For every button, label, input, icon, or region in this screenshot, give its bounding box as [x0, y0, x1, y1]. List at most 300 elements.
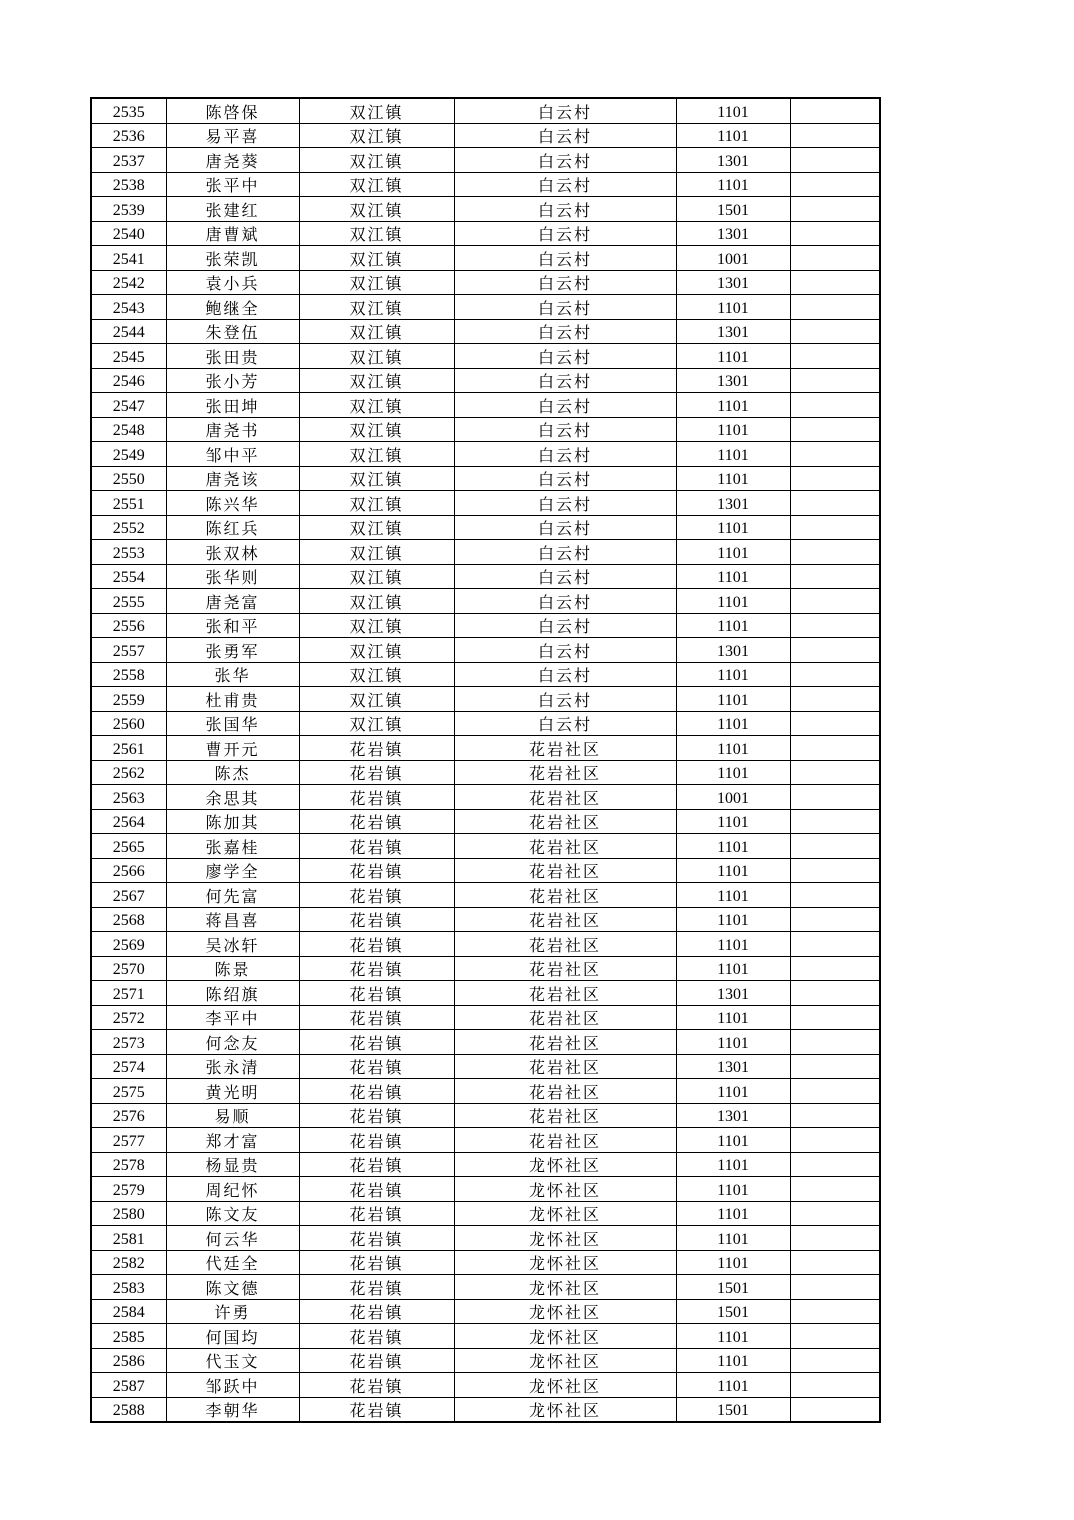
village-cell: 花岩社区	[454, 760, 676, 785]
name-cell: 陈景	[166, 956, 299, 981]
code-cell: 1301	[676, 319, 790, 344]
remark-cell	[790, 809, 880, 834]
table-row	[91, 221, 880, 246]
table-row	[91, 956, 880, 981]
code-cell: 1301	[676, 1103, 790, 1128]
village-cell: 白云村	[454, 172, 676, 197]
village-cell: 花岩社区	[454, 956, 676, 981]
row-number-cell: 2572	[91, 1005, 166, 1030]
table-row	[91, 172, 880, 197]
row-number-cell: 2554	[91, 564, 166, 589]
town-cell: 花岩镇	[299, 785, 454, 810]
village-cell: 白云村	[454, 319, 676, 344]
town-cell: 花岩镇	[299, 1226, 454, 1251]
town-cell: 双江镇	[299, 344, 454, 369]
town-cell: 花岩镇	[299, 1397, 454, 1422]
town-cell: 双江镇	[299, 687, 454, 712]
remark-cell	[790, 1299, 880, 1324]
town-cell: 双江镇	[299, 564, 454, 589]
village-cell: 白云村	[454, 270, 676, 295]
town-cell: 双江镇	[299, 123, 454, 148]
table-row	[91, 1030, 880, 1055]
town-cell: 花岩镇	[299, 1250, 454, 1275]
village-cell: 白云村	[454, 442, 676, 467]
row-number-cell: 2577	[91, 1128, 166, 1153]
code-cell: 1301	[676, 148, 790, 173]
row-number-cell: 2579	[91, 1177, 166, 1202]
town-cell: 双江镇	[299, 491, 454, 516]
table-row	[91, 1373, 880, 1398]
code-cell: 1101	[676, 1152, 790, 1177]
name-cell: 易顺	[166, 1103, 299, 1128]
village-cell: 白云村	[454, 295, 676, 320]
town-cell: 双江镇	[299, 270, 454, 295]
table-row	[91, 662, 880, 687]
code-cell: 1101	[676, 540, 790, 565]
row-number-cell: 2585	[91, 1324, 166, 1349]
row-number-cell: 2580	[91, 1201, 166, 1226]
row-number-cell: 2578	[91, 1152, 166, 1177]
table-row	[91, 809, 880, 834]
name-cell: 何国均	[166, 1324, 299, 1349]
remark-cell	[790, 246, 880, 271]
table-row	[91, 1201, 880, 1226]
code-cell: 1101	[676, 1373, 790, 1398]
remark-cell	[790, 1226, 880, 1251]
name-cell: 何先富	[166, 883, 299, 908]
town-cell: 花岩镇	[299, 1152, 454, 1177]
village-cell: 白云村	[454, 368, 676, 393]
remark-cell	[790, 883, 880, 908]
name-cell: 何云华	[166, 1226, 299, 1251]
table-row	[91, 270, 880, 295]
code-cell: 1101	[676, 98, 790, 123]
code-cell: 1101	[676, 172, 790, 197]
table-row	[91, 1397, 880, 1422]
remark-cell	[790, 1103, 880, 1128]
name-cell: 陈啓保	[166, 98, 299, 123]
town-cell: 花岩镇	[299, 1054, 454, 1079]
table-row	[91, 1250, 880, 1275]
table-row	[91, 295, 880, 320]
table-row	[91, 344, 880, 369]
remark-cell	[790, 1005, 880, 1030]
code-cell: 1301	[676, 221, 790, 246]
town-cell: 花岩镇	[299, 834, 454, 859]
village-cell: 龙怀社区	[454, 1373, 676, 1398]
remark-cell	[790, 148, 880, 173]
row-number-cell: 2586	[91, 1348, 166, 1373]
name-cell: 张嘉桂	[166, 834, 299, 859]
row-number-cell: 2562	[91, 760, 166, 785]
village-cell: 白云村	[454, 515, 676, 540]
code-cell: 1101	[676, 711, 790, 736]
row-number-cell: 2547	[91, 393, 166, 418]
row-number-cell: 2563	[91, 785, 166, 810]
table-row	[91, 123, 880, 148]
code-cell: 1101	[676, 1005, 790, 1030]
code-cell: 1101	[676, 809, 790, 834]
village-cell: 花岩社区	[454, 981, 676, 1006]
table-row	[91, 907, 880, 932]
remark-cell	[790, 662, 880, 687]
village-cell: 白云村	[454, 491, 676, 516]
code-cell: 1101	[676, 736, 790, 761]
name-cell: 陈兴华	[166, 491, 299, 516]
name-cell: 陈文友	[166, 1201, 299, 1226]
name-cell: 许勇	[166, 1299, 299, 1324]
code-cell: 1101	[676, 564, 790, 589]
name-cell: 代玉文	[166, 1348, 299, 1373]
row-number-cell: 2574	[91, 1054, 166, 1079]
town-cell: 花岩镇	[299, 1079, 454, 1104]
remark-cell	[790, 834, 880, 859]
name-cell: 唐尧书	[166, 417, 299, 442]
name-cell: 黄光明	[166, 1079, 299, 1104]
name-cell: 余思其	[166, 785, 299, 810]
row-number-cell: 2551	[91, 491, 166, 516]
town-cell: 花岩镇	[299, 907, 454, 932]
remark-cell	[790, 613, 880, 638]
village-cell: 白云村	[454, 687, 676, 712]
name-cell: 张荣凯	[166, 246, 299, 271]
table-row	[91, 1177, 880, 1202]
remark-cell	[790, 1348, 880, 1373]
row-number-cell: 2537	[91, 148, 166, 173]
row-number-cell: 2573	[91, 1030, 166, 1055]
name-cell: 张平中	[166, 172, 299, 197]
remark-cell	[790, 270, 880, 295]
table-row	[91, 1324, 880, 1349]
town-cell: 双江镇	[299, 246, 454, 271]
name-cell: 邹中平	[166, 442, 299, 467]
remark-cell	[790, 1177, 880, 1202]
town-cell: 双江镇	[299, 148, 454, 173]
village-cell: 龙怀社区	[454, 1177, 676, 1202]
table-row	[91, 368, 880, 393]
remark-cell	[790, 981, 880, 1006]
remark-cell	[790, 1324, 880, 1349]
village-cell: 花岩社区	[454, 1128, 676, 1153]
table-row	[91, 1226, 880, 1251]
code-cell: 1101	[676, 662, 790, 687]
code-cell: 1101	[676, 956, 790, 981]
roster-table	[90, 97, 881, 1423]
village-cell: 白云村	[454, 221, 676, 246]
remark-cell	[790, 344, 880, 369]
town-cell: 双江镇	[299, 613, 454, 638]
remark-cell	[790, 98, 880, 123]
town-cell: 双江镇	[299, 368, 454, 393]
code-cell: 1101	[676, 858, 790, 883]
name-cell: 陈绍旗	[166, 981, 299, 1006]
row-number-cell: 2538	[91, 172, 166, 197]
town-cell: 双江镇	[299, 417, 454, 442]
row-number-cell: 2549	[91, 442, 166, 467]
town-cell: 双江镇	[299, 638, 454, 663]
code-cell: 1301	[676, 491, 790, 516]
town-cell: 花岩镇	[299, 858, 454, 883]
town-cell: 花岩镇	[299, 956, 454, 981]
town-cell: 双江镇	[299, 442, 454, 467]
name-cell: 张田贵	[166, 344, 299, 369]
code-cell: 1101	[676, 393, 790, 418]
code-cell: 1301	[676, 1054, 790, 1079]
name-cell: 张华则	[166, 564, 299, 589]
table-row	[91, 246, 880, 271]
row-number-cell: 2541	[91, 246, 166, 271]
village-cell: 白云村	[454, 466, 676, 491]
village-cell: 白云村	[454, 98, 676, 123]
code-cell: 1101	[676, 687, 790, 712]
row-number-cell: 2535	[91, 98, 166, 123]
town-cell: 双江镇	[299, 319, 454, 344]
name-cell: 张华	[166, 662, 299, 687]
town-cell: 花岩镇	[299, 1201, 454, 1226]
remark-cell	[790, 1250, 880, 1275]
remark-cell	[790, 123, 880, 148]
table-row	[91, 1152, 880, 1177]
town-cell: 双江镇	[299, 662, 454, 687]
remark-cell	[790, 1397, 880, 1422]
remark-cell	[790, 1054, 880, 1079]
town-cell: 花岩镇	[299, 883, 454, 908]
remark-cell	[790, 1079, 880, 1104]
village-cell: 白云村	[454, 344, 676, 369]
village-cell: 花岩社区	[454, 1030, 676, 1055]
village-cell: 白云村	[454, 662, 676, 687]
name-cell: 张和平	[166, 613, 299, 638]
row-number-cell: 2542	[91, 270, 166, 295]
remark-cell	[790, 736, 880, 761]
remark-cell	[790, 589, 880, 614]
code-cell: 1501	[676, 1299, 790, 1324]
town-cell: 双江镇	[299, 589, 454, 614]
code-cell: 1001	[676, 785, 790, 810]
village-cell: 花岩社区	[454, 736, 676, 761]
village-cell: 白云村	[454, 613, 676, 638]
code-cell: 1101	[676, 295, 790, 320]
name-cell: 杜甫贵	[166, 687, 299, 712]
table-row	[91, 148, 880, 173]
town-cell: 双江镇	[299, 172, 454, 197]
remark-cell	[790, 172, 880, 197]
name-cell: 曹开元	[166, 736, 299, 761]
remark-cell	[790, 1201, 880, 1226]
village-cell: 白云村	[454, 638, 676, 663]
remark-cell	[790, 760, 880, 785]
row-number-cell: 2587	[91, 1373, 166, 1398]
town-cell: 双江镇	[299, 711, 454, 736]
row-number-cell: 2564	[91, 809, 166, 834]
table-row	[91, 197, 880, 222]
name-cell: 李平中	[166, 1005, 299, 1030]
village-cell: 白云村	[454, 417, 676, 442]
code-cell: 1101	[676, 123, 790, 148]
table-row	[91, 1103, 880, 1128]
table-row	[91, 981, 880, 1006]
row-number-cell: 2565	[91, 834, 166, 859]
remark-cell	[790, 442, 880, 467]
village-cell: 龙怀社区	[454, 1226, 676, 1251]
name-cell: 廖学全	[166, 858, 299, 883]
name-cell: 唐尧葵	[166, 148, 299, 173]
code-cell: 1101	[676, 1079, 790, 1104]
village-cell: 白云村	[454, 197, 676, 222]
village-cell: 龙怀社区	[454, 1299, 676, 1324]
remark-cell	[790, 393, 880, 418]
table-row	[91, 638, 880, 663]
name-cell: 何念友	[166, 1030, 299, 1055]
table-row	[91, 932, 880, 957]
row-number-cell: 2561	[91, 736, 166, 761]
name-cell: 周纪怀	[166, 1177, 299, 1202]
village-cell: 白云村	[454, 393, 676, 418]
village-cell: 花岩社区	[454, 1054, 676, 1079]
remark-cell	[790, 687, 880, 712]
table-row	[91, 613, 880, 638]
row-number-cell: 2550	[91, 466, 166, 491]
code-cell: 1001	[676, 246, 790, 271]
code-cell: 1301	[676, 638, 790, 663]
code-cell: 1101	[676, 589, 790, 614]
table-row	[91, 1128, 880, 1153]
row-number-cell: 2576	[91, 1103, 166, 1128]
table-row	[91, 515, 880, 540]
remark-cell	[790, 711, 880, 736]
name-cell: 陈杰	[166, 760, 299, 785]
row-number-cell: 2560	[91, 711, 166, 736]
town-cell: 花岩镇	[299, 1103, 454, 1128]
town-cell: 花岩镇	[299, 1005, 454, 1030]
remark-cell	[790, 540, 880, 565]
village-cell: 白云村	[454, 246, 676, 271]
row-number-cell: 2568	[91, 907, 166, 932]
name-cell: 郑才富	[166, 1128, 299, 1153]
row-number-cell: 2555	[91, 589, 166, 614]
name-cell: 唐曹斌	[166, 221, 299, 246]
code-cell: 1301	[676, 981, 790, 1006]
row-number-cell: 2558	[91, 662, 166, 687]
town-cell: 双江镇	[299, 295, 454, 320]
row-number-cell: 2544	[91, 319, 166, 344]
town-cell: 花岩镇	[299, 809, 454, 834]
code-cell: 1101	[676, 1030, 790, 1055]
name-cell: 陈文德	[166, 1275, 299, 1300]
row-number-cell: 2581	[91, 1226, 166, 1251]
town-cell: 花岩镇	[299, 1128, 454, 1153]
town-cell: 花岩镇	[299, 1299, 454, 1324]
code-cell: 1101	[676, 1226, 790, 1251]
code-cell: 1101	[676, 344, 790, 369]
town-cell: 双江镇	[299, 98, 454, 123]
name-cell: 张建红	[166, 197, 299, 222]
table-row	[91, 1275, 880, 1300]
town-cell: 花岩镇	[299, 1030, 454, 1055]
remark-cell	[790, 956, 880, 981]
name-cell: 蒋昌喜	[166, 907, 299, 932]
town-cell: 双江镇	[299, 540, 454, 565]
name-cell: 张小芳	[166, 368, 299, 393]
row-number-cell: 2552	[91, 515, 166, 540]
town-cell: 花岩镇	[299, 1348, 454, 1373]
village-cell: 白云村	[454, 564, 676, 589]
village-cell: 龙怀社区	[454, 1397, 676, 1422]
village-cell: 花岩社区	[454, 932, 676, 957]
table-row	[91, 564, 880, 589]
remark-cell	[790, 564, 880, 589]
remark-cell	[790, 515, 880, 540]
table-row	[91, 736, 880, 761]
name-cell: 陈加其	[166, 809, 299, 834]
code-cell: 1501	[676, 1397, 790, 1422]
table-row	[91, 687, 880, 712]
code-cell: 1101	[676, 1128, 790, 1153]
table-row	[91, 883, 880, 908]
name-cell: 袁小兵	[166, 270, 299, 295]
table-row	[91, 442, 880, 467]
row-number-cell: 2536	[91, 123, 166, 148]
table-row	[91, 491, 880, 516]
name-cell: 唐尧富	[166, 589, 299, 614]
remark-cell	[790, 221, 880, 246]
remark-cell	[790, 907, 880, 932]
village-cell: 白云村	[454, 711, 676, 736]
table-row	[91, 785, 880, 810]
remark-cell	[790, 466, 880, 491]
town-cell: 双江镇	[299, 393, 454, 418]
table-row	[91, 319, 880, 344]
remark-cell	[790, 1152, 880, 1177]
code-cell: 1501	[676, 1275, 790, 1300]
town-cell: 花岩镇	[299, 1177, 454, 1202]
remark-cell	[790, 295, 880, 320]
name-cell: 代廷全	[166, 1250, 299, 1275]
row-number-cell: 2567	[91, 883, 166, 908]
remark-cell	[790, 319, 880, 344]
code-cell: 1101	[676, 883, 790, 908]
name-cell: 吴冰轩	[166, 932, 299, 957]
town-cell: 花岩镇	[299, 932, 454, 957]
table-row	[91, 834, 880, 859]
village-cell: 白云村	[454, 540, 676, 565]
town-cell: 花岩镇	[299, 981, 454, 1006]
town-cell: 双江镇	[299, 197, 454, 222]
village-cell: 龙怀社区	[454, 1250, 676, 1275]
village-cell: 龙怀社区	[454, 1348, 676, 1373]
town-cell: 双江镇	[299, 221, 454, 246]
row-number-cell: 2553	[91, 540, 166, 565]
row-number-cell: 2566	[91, 858, 166, 883]
code-cell: 1301	[676, 270, 790, 295]
town-cell: 双江镇	[299, 515, 454, 540]
code-cell: 1101	[676, 760, 790, 785]
row-number-cell: 2559	[91, 687, 166, 712]
village-cell: 龙怀社区	[454, 1152, 676, 1177]
town-cell: 花岩镇	[299, 760, 454, 785]
table-row	[91, 98, 880, 123]
name-cell: 杨显贵	[166, 1152, 299, 1177]
code-cell: 1101	[676, 834, 790, 859]
name-cell: 李朝华	[166, 1397, 299, 1422]
code-cell: 1101	[676, 466, 790, 491]
remark-cell	[790, 1030, 880, 1055]
remark-cell	[790, 197, 880, 222]
code-cell: 1101	[676, 1324, 790, 1349]
table-row	[91, 1079, 880, 1104]
row-number-cell: 2571	[91, 981, 166, 1006]
table-row	[91, 589, 880, 614]
